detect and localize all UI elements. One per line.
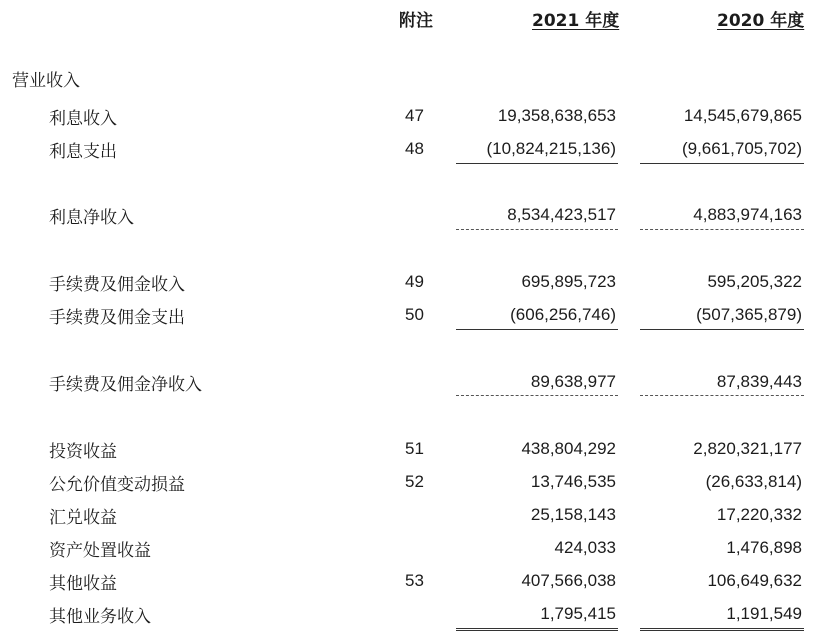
table-row (0, 370, 830, 396)
value-2020: 595,205,322 (707, 272, 802, 291)
table-row (0, 437, 830, 463)
section-title-operating-income: 营业收入 (12, 71, 80, 91)
value-2020: 4,883,974,163 (693, 205, 802, 224)
table-row (0, 137, 830, 163)
row-label: 利息支出 (49, 142, 117, 162)
total-rule (640, 395, 804, 396)
value-2020: 17,220,332 (716, 505, 802, 524)
value-2021: 89,638,977 (530, 372, 616, 391)
row-label: 其他业务收入 (49, 607, 151, 627)
subtotal-double-rule (456, 628, 618, 631)
table-row (0, 270, 830, 296)
row-label: 汇兑收益 (49, 508, 117, 528)
table-row (0, 503, 830, 529)
row-note: 52 (405, 472, 424, 491)
table-row (0, 569, 830, 595)
row-label: 利息净收入 (49, 208, 134, 228)
value-2020: (9,661,705,702) (681, 139, 802, 158)
table-row (0, 602, 830, 628)
row-note: 47 (405, 106, 424, 125)
value-2021: 695,895,723 (521, 272, 616, 291)
row-label: 投资收益 (49, 442, 117, 462)
value-2021: 1,795,415 (540, 604, 616, 623)
row-label: 手续费及佣金收入 (49, 275, 185, 295)
value-2021: 13,746,535 (530, 472, 616, 491)
total-rule (640, 229, 804, 230)
value-2020: 14,545,679,865 (683, 106, 802, 125)
row-label: 资产处置收益 (49, 541, 151, 561)
row-label: 公允价值变动损益 (49, 475, 185, 495)
value-2021: 438,804,292 (521, 439, 616, 458)
row-note: 50 (405, 305, 424, 324)
row-label: 手续费及佣金支出 (49, 308, 185, 328)
value-2021: (10,824,215,136) (486, 139, 616, 158)
total-rule (456, 229, 618, 230)
value-2021: (606,256,746) (510, 305, 616, 324)
value-2020: 87,839,443 (716, 372, 802, 391)
subtotal-rule (640, 163, 804, 164)
value-2021: 25,158,143 (530, 505, 616, 524)
total-rule (456, 395, 618, 396)
subtotal-double-rule (640, 628, 804, 631)
row-note: 53 (405, 571, 424, 590)
value-2020: 1,191,549 (726, 604, 802, 623)
note-column-header: 附注 (399, 11, 433, 31)
row-label: 利息收入 (49, 109, 117, 129)
table-row (0, 303, 830, 329)
row-label: 其他收益 (49, 574, 117, 594)
value-2020: (26,633,814) (705, 472, 802, 491)
table-row (0, 536, 830, 562)
subtotal-rule (456, 163, 618, 164)
subtotal-rule (640, 329, 804, 330)
row-note: 51 (405, 439, 424, 458)
table-row (0, 203, 830, 229)
value-2020: 2,820,321,177 (693, 439, 802, 458)
row-note: 49 (405, 272, 424, 291)
year-2020-column-header: 2020 年度 (717, 11, 805, 31)
year-2021-column-header: 2021 年度 (532, 11, 620, 31)
table-row (0, 104, 830, 130)
subtotal-rule (456, 329, 618, 330)
row-label: 手续费及佣金净收入 (49, 375, 202, 395)
value-2021: 424,033 (554, 538, 616, 557)
value-2020: 106,649,632 (707, 571, 802, 590)
value-2020: (507,365,879) (696, 305, 802, 324)
row-note: 48 (405, 139, 424, 158)
value-2020: 1,476,898 (726, 538, 802, 557)
value-2021: 8,534,423,517 (507, 205, 616, 224)
table-row (0, 470, 830, 496)
value-2021: 407,566,038 (521, 571, 616, 590)
value-2021: 19,358,638,653 (497, 106, 616, 125)
